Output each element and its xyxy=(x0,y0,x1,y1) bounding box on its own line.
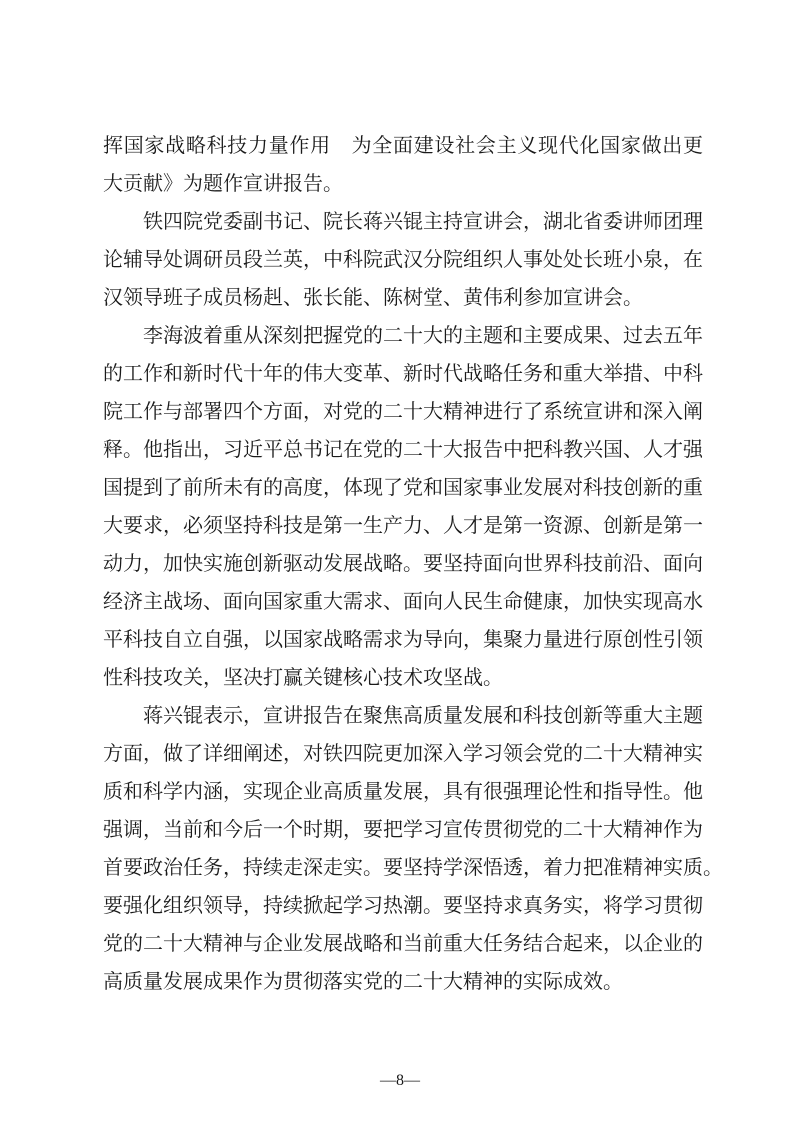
paragraph-4-line-8: 高质量发展成果作为贯彻落实党的二十大精神的实际成效。 xyxy=(103,969,623,993)
paragraph-1-line-1: 挥国家战略科技力量作用 为全面建设社会主义现代化国家做出更 xyxy=(103,133,703,157)
paragraph-2-line-3: 汉领导班子成员杨赳、张长能、陈树堂、黄伟利参加宣讲会。 xyxy=(103,285,643,309)
paragraph-3-line-6: 大要求，必须坚持科技是第一生产力、人才是第一资源、创新是第一 xyxy=(103,513,703,537)
page-number: —8— xyxy=(380,1072,420,1089)
paragraph-4-line-6: 要强化组织领导，持续掀起学习热潮。要坚持求真务实，将学习贯彻 xyxy=(103,893,703,917)
paragraph-3-line-3: 院工作与部署四个方面，对党的二十大精神进行了系统宣讲和深入阐 xyxy=(103,399,703,423)
paragraph-3-line-1: 李海波着重从深刻把握党的二十大的主题和主要成果、过去五年 xyxy=(143,323,703,347)
paragraph-4-line-4: 强调，当前和今后一个时期，要把学习宣传贯彻党的二十大精神作为 xyxy=(103,817,703,841)
paragraph-3-line-7: 动力，加快实施创新驱动发展战略。要坚持面向世界科技前沿、面向 xyxy=(103,551,703,575)
paragraph-2-line-1: 铁四院党委副书记、院长蒋兴锟主持宣讲会，湖北省委讲师团理 xyxy=(143,209,703,233)
paragraph-1-line-2: 大贡献》为题作宣讲报告。 xyxy=(103,171,343,195)
paragraph-3-line-2: 的工作和新时代十年的伟大变革、新时代战略任务和重大举措、中科 xyxy=(103,361,703,385)
paragraph-4-line-7: 党的二十大精神与企业发展战略和当前重大任务结合起来，以企业的 xyxy=(103,931,703,955)
paragraph-4-line-1: 蒋兴锟表示，宣讲报告在聚焦高质量发展和科技创新等重大主题 xyxy=(143,703,703,727)
paragraph-3-line-10: 性科技攻关，坚决打赢关键核心技术攻坚战。 xyxy=(103,665,503,689)
paragraph-3-line-5: 国提到了前所未有的高度，体现了党和国家事业发展对科技创新的重 xyxy=(103,475,703,499)
paragraph-4-line-2: 方面，做了详细阐述，对铁四院更加深入学习领会党的二十大精神实 xyxy=(103,741,703,765)
paragraph-2-line-2: 论辅导处调研员段兰英，中科院武汉分院组织人事处处长班小泉，在 xyxy=(103,247,703,271)
paragraph-3-line-8: 经济主战场、面向国家重大需求、面向人民生命健康，加快实现高水 xyxy=(103,589,703,613)
paragraph-3-line-4: 释。他指出，习近平总书记在党的二十大报告中把科教兴国、人才强 xyxy=(103,437,703,461)
paragraph-4-line-3: 质和科学内涵，实现企业高质量发展，具有很强理论性和指导性。他 xyxy=(103,779,703,803)
paragraph-3-line-9: 平科技自立自强，以国家战略需求为导向，集聚力量进行原创性引领 xyxy=(103,627,703,651)
paragraph-4-line-5: 首要政治任务，持续走深走实。要坚持学深悟透，着力把准精神实质。 xyxy=(103,855,723,879)
